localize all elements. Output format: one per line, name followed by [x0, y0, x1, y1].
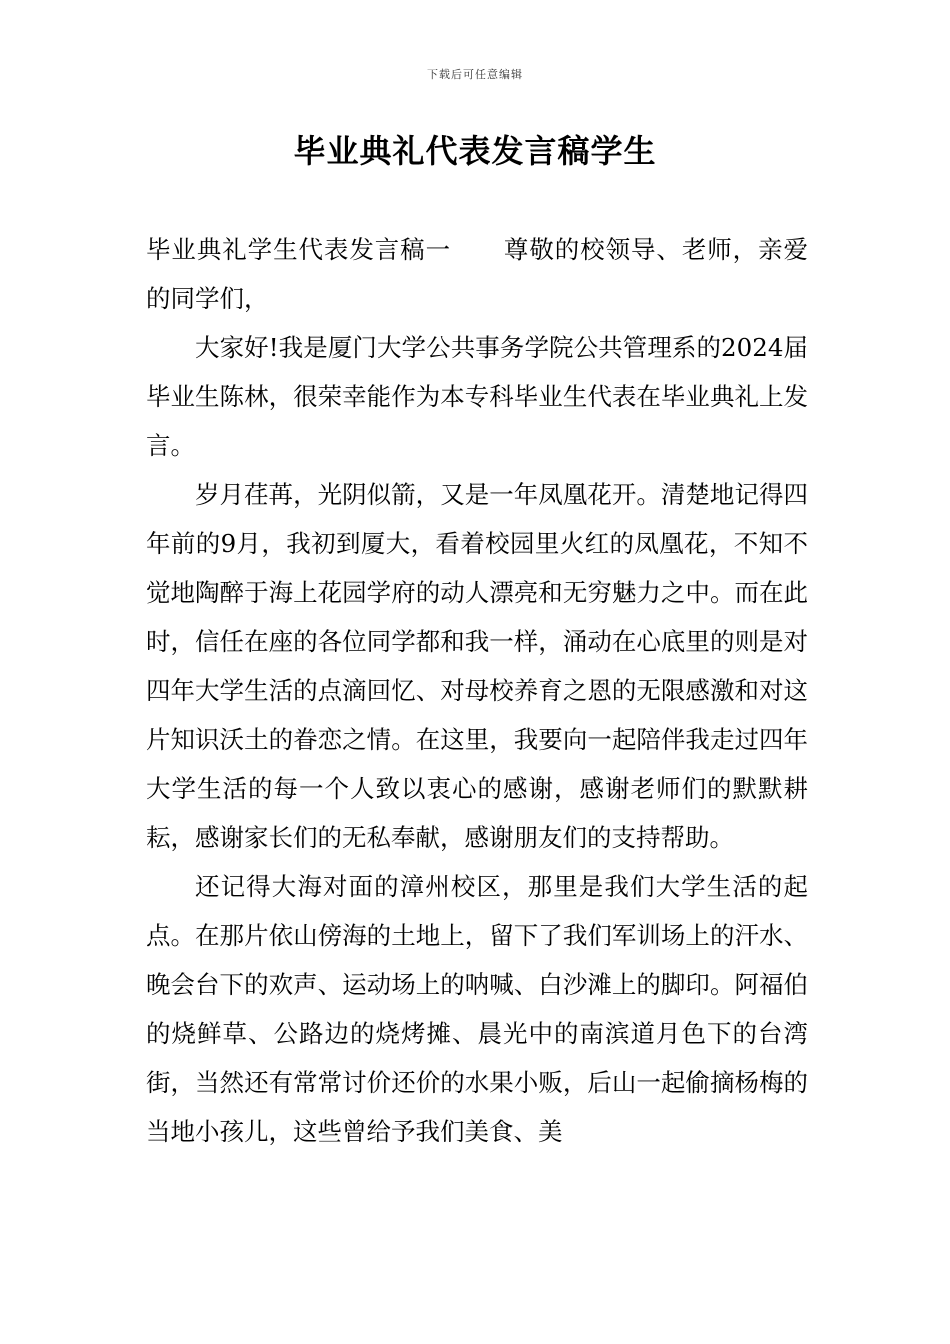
body-paragraph-2: 岁月荏苒，光阴似箭，又是一年凤凰花开。清楚地记得四年前的9月，我初到厦大，看着校园里火红的凤凰花，不知不觉地陶醉于海上花园学府的动人漂亮和无穷魅力之中。而在此时，信任在座的各位同学都和我一样，涌动在心底里的则是对四年大学生活的点滴回忆、对母校养育之恩的无限感激和对这片知识沃土的眷恋之情。在这里，我要向一起陪伴我走过四年大学生活的每一个人致以衷心的感谢，感谢老师们的默默耕耘，感谢家长们的无私奉献，感谢朋友们的支持帮助。	[146, 480, 808, 852]
body-paragraph-1: 大家好!我是厦门大学公共事务学院公共管理系的2024届毕业生陈林，很荣幸能作为本专科毕业生代表在毕业典礼上发言。	[146, 333, 808, 460]
body-paragraph-3: 还记得大海对面的漳州校区，那里是我们大学生活的起点。在那片依山傍海的土地上，留下了我们军训场上的汗水、晚会台下的欢声、运动场上的呐喊、白沙滩上的脚印。阿福伯的烧鲜草、公路边的烧烤摊、晨光中的南滨道月色下的台湾街，当然还有常常讨价还价的水果小贩，后山一起偷摘杨梅的当地小孩儿，这些曾给予我们美食、美	[146, 872, 808, 1146]
intro-paragraph	[146, 225, 808, 323]
document-body	[146, 225, 808, 1156]
document-title: 毕业典礼代表发言稿学生	[293, 132, 657, 170]
salutation: 尊敬的校领导、老师，亲爱的同学们，	[146, 235, 808, 313]
header-note: 下载后可任意编辑	[427, 68, 523, 81]
intro-label: 毕业典礼学生代表发言稿一	[146, 235, 451, 264]
